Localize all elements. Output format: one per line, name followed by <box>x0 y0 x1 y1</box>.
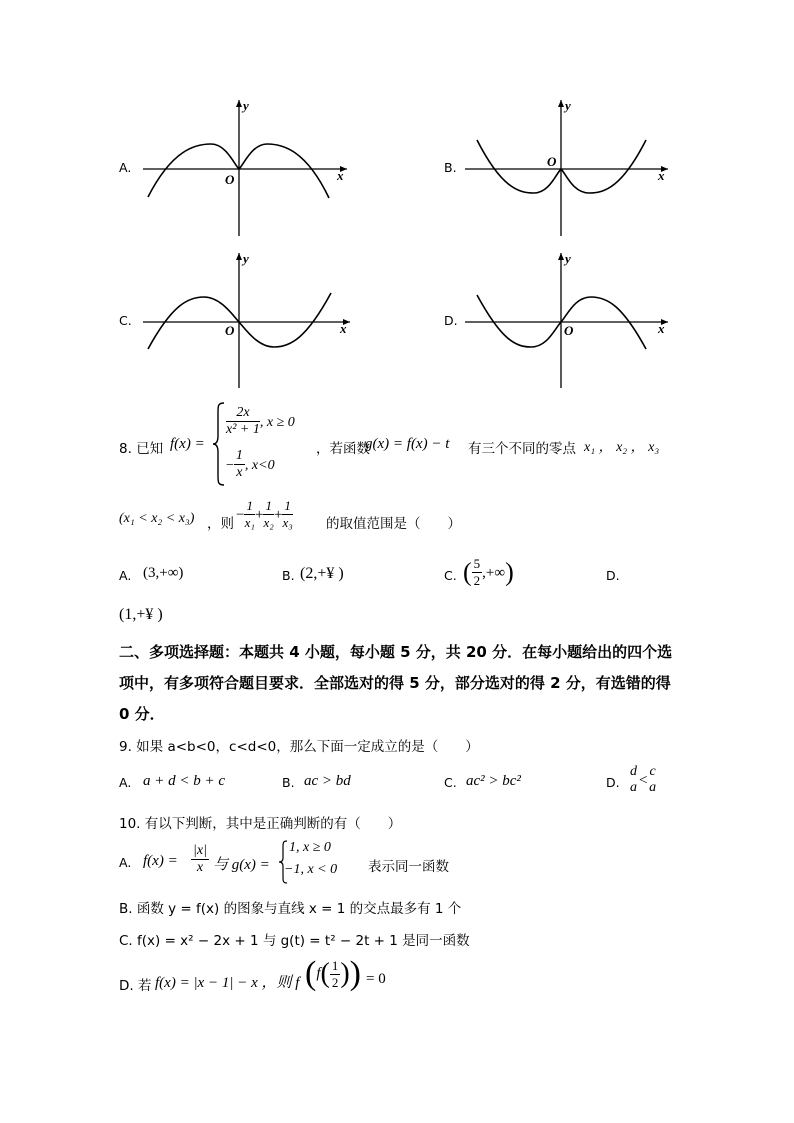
q10-option-b[interactable]: B. 函数 y = f(x) 的图象与直线 x = 1 的交点最多有 1 个 <box>119 901 462 917</box>
origin-label: O <box>547 154 557 169</box>
q8-option-a-value: (3,+∞) <box>143 565 184 581</box>
q10-stem: 10. 有以下判断，其中是正确判断的有（ ） <box>119 816 402 832</box>
q10-option-a-mid: 与 g(x) = <box>213 857 270 873</box>
q8-case1-cond: , x ≥ 0 <box>259 415 295 430</box>
graph-d <box>465 251 668 388</box>
q9-option-c-value: ac² > bc² <box>466 773 521 789</box>
graph-d-label: D. <box>444 313 458 328</box>
graphs-svg <box>0 0 794 400</box>
q8-fx: f(x) = <box>170 436 205 452</box>
q10-option-a-case2: −1, x < 0 <box>284 862 338 877</box>
q10-option-d-f: f(x) = |x − 1| − x ，则 f <box>155 975 300 991</box>
origin-label: O <box>225 323 235 338</box>
q9-option-a-value: a + d < b + c <box>143 773 226 789</box>
q9-option-c-label[interactable]: C. <box>444 775 457 790</box>
axis-y-label: y <box>565 98 571 113</box>
q10-option-a-f: f(x) = <box>143 853 178 869</box>
q8-option-b-value: (2,+¥ ) <box>300 565 344 582</box>
graph-c-label: C. <box>119 313 132 328</box>
axis-x-label: x <box>340 321 347 336</box>
q10-option-a-case1: 1, x ≥ 0 <box>289 840 331 855</box>
graph-a <box>143 98 347 236</box>
section-heading: 二、多项选择题：本题共 4 小题，每小题 5 分，共 20 分．在每小题给出的四个选项中，有多项符合题目要求．全部选对的得 5 分，部分选对的得 2 分，有选错的得 0 分． <box>119 643 673 723</box>
q10-option-a-tail: 表示同一函数 <box>368 859 449 875</box>
q8-then: ，则 <box>207 516 234 532</box>
axis-x-label: x <box>337 168 344 183</box>
q8-case2-num: 1 <box>235 448 243 463</box>
q10-option-c[interactable]: C. f(x) = x² − 2x + 1 与 g(t) = t² − 2t + 1 是同一函数 <box>119 933 470 949</box>
graph-b-label: B. <box>444 160 457 175</box>
q8-option-c-label[interactable]: C. <box>444 568 457 583</box>
q8-tail: 有三个不同的零点 <box>468 441 576 457</box>
axis-x-label: x <box>658 168 665 183</box>
q8-case1-num: 2x <box>226 405 260 422</box>
q8-number: 8. 已知 <box>119 441 164 457</box>
q8-case2-den: x <box>236 465 243 480</box>
axis-y-label: y <box>243 98 249 113</box>
q8-option-d-label[interactable]: D. <box>606 568 620 583</box>
axis-x-label: x <box>658 321 665 336</box>
q8-expression: − $\frac{1}{\text{x₁}}$ + $\frac{1}{\text{x₂}}$ + $\frac{1}{\text{x₃}}$ <box>236 498 293 530</box>
axis-y-label: y <box>565 251 571 266</box>
graph-b <box>465 98 668 236</box>
q10-option-d-label[interactable]: D. 若 <box>119 978 152 994</box>
graph-c <box>143 251 350 388</box>
q8-option-d-value: (1,+¥ ) <box>119 606 163 623</box>
q8-mid: ，若函数 <box>316 441 370 457</box>
q8-option-c-value: ( $\frac{5}{2}$ ,+∞) <box>463 556 514 588</box>
q8-question-end: 的取值范围是（ ） <box>326 516 461 532</box>
q8-cond: (x₁ < x₂ < x₃) <box>119 511 195 526</box>
q8-case1 <box>226 405 295 438</box>
q9-option-d-label[interactable]: D. <box>606 775 620 790</box>
q9-option-b-value: ac > bd <box>304 773 351 789</box>
q9-option-b-label[interactable]: B. <box>282 775 295 790</box>
q8-g-def: g(x) = f(x) − t <box>365 436 450 452</box>
q8-option-b-label[interactable]: B. <box>282 568 295 583</box>
axis-y-label: y <box>243 251 249 266</box>
q9-option-a-label[interactable]: A. <box>119 775 132 790</box>
q9-option-d-value: d a < c a <box>630 764 657 795</box>
q10-option-d-tail: = 0 <box>366 971 386 987</box>
q10-option-a-label[interactable]: A. <box>119 855 132 870</box>
q8-zeros: x₁ ， x₂ ， x₃ <box>584 440 660 455</box>
q10-option-d-expr: (f( $\frac{1}{2}$ )) <box>305 955 361 992</box>
graph-a-label: A. <box>119 160 132 175</box>
q9-stem: 9. 如果 a<b<0，c<d<0，那么下面一定成立的是（ ） <box>119 739 479 755</box>
q8-case1-den: x² + 1 <box>226 422 260 437</box>
origin-label: O <box>564 323 574 338</box>
q8-case2-cond: , x<0 <box>244 458 275 473</box>
q8-brace <box>212 402 226 486</box>
origin-label: O <box>225 172 235 187</box>
q8-case2: − $\frac{1}{x}$ , x<0 <box>226 448 275 480</box>
q8-option-a-label[interactable]: A. <box>119 568 132 583</box>
q10-option-a-frac: $\frac{|x|}{x}$ <box>193 843 207 875</box>
